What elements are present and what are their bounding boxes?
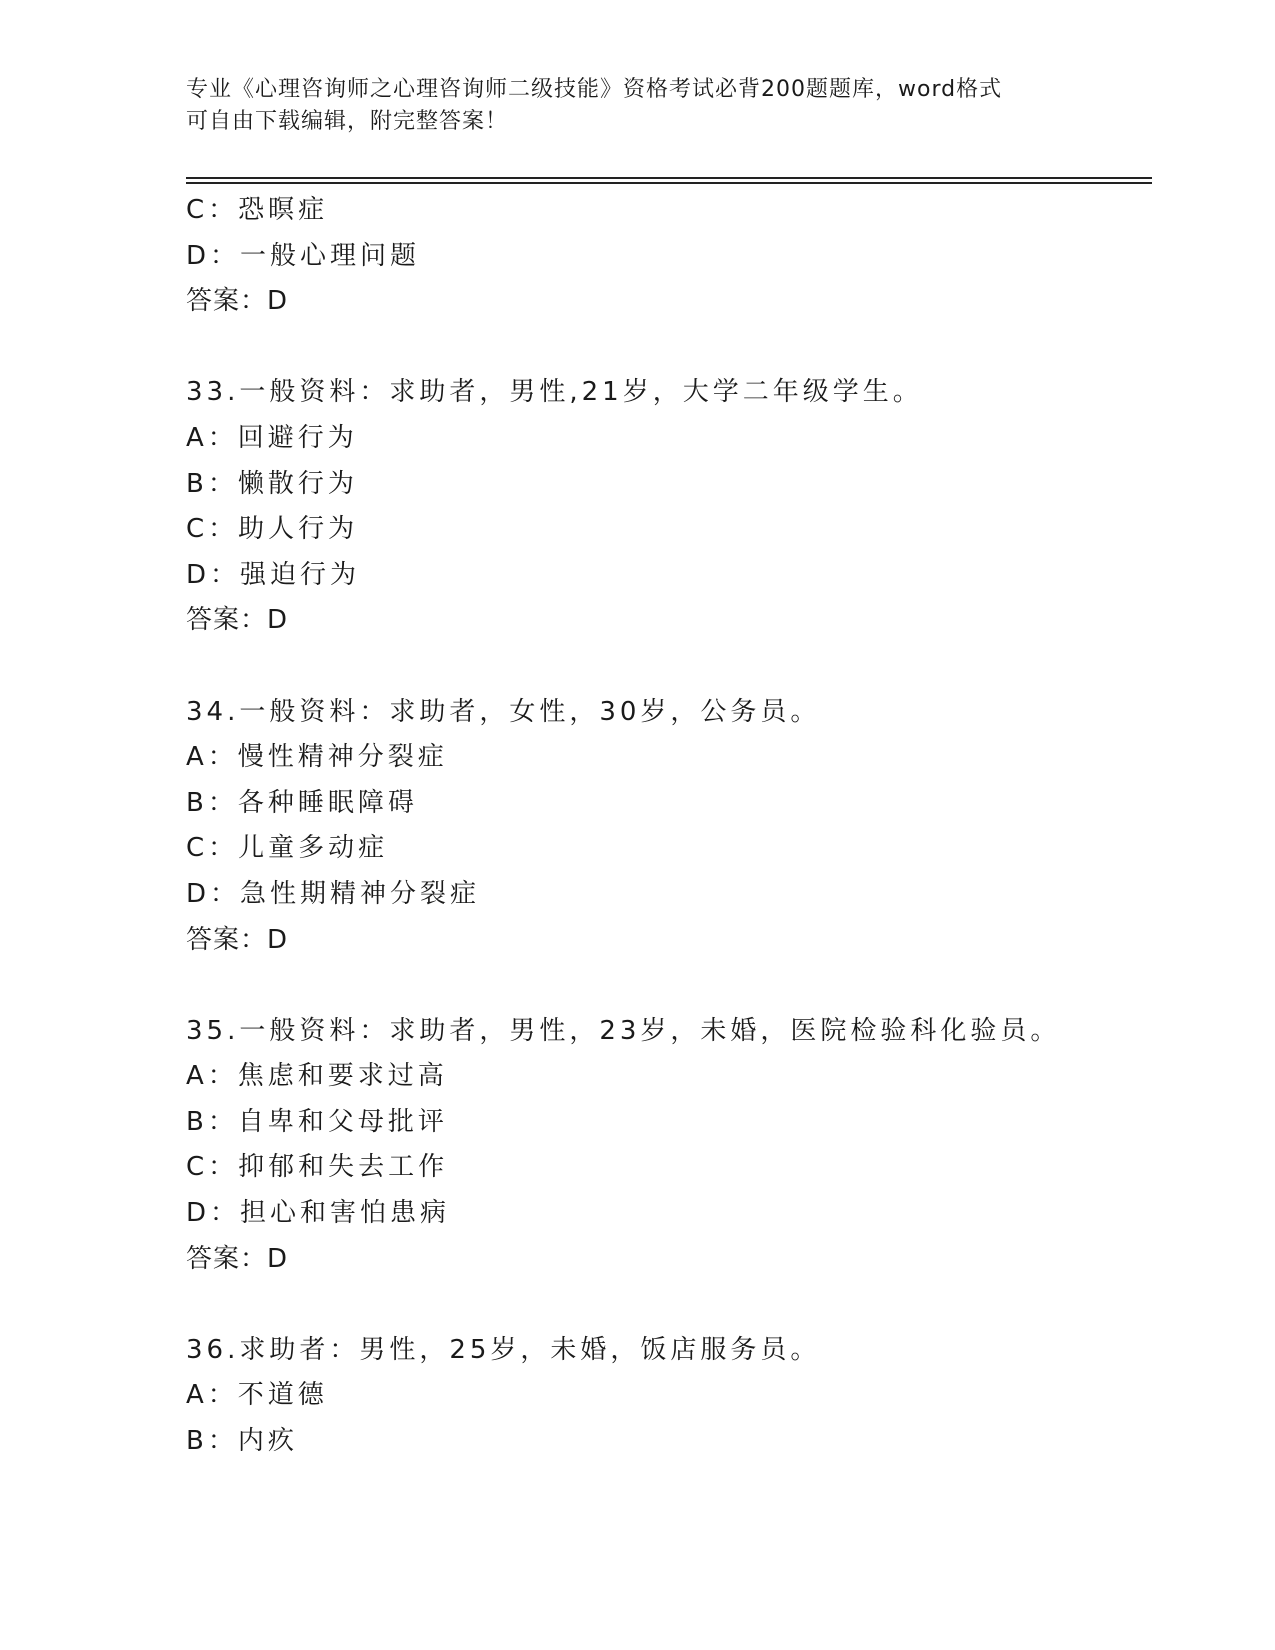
option-c: C：抑郁和失去工作	[186, 1152, 449, 1183]
answer-line: 答案：D	[186, 1243, 289, 1274]
header-title-line-2: 可自由下载编辑，附完整答案！	[186, 109, 509, 134]
spacer	[186, 644, 1152, 690]
option-c: C：儿童多动症	[186, 833, 389, 864]
option-d: D：担心和害怕患病	[186, 1198, 451, 1229]
header-title-line-1: 专业《心理咨询师之心理咨询师二级技能》资格考试必背200题题库，word格式	[186, 77, 1003, 102]
option-d: D：强迫行为	[186, 559, 361, 590]
question-35	[186, 1009, 1152, 1283]
option-b: B：懒散行为	[186, 468, 358, 499]
spacer	[186, 963, 1152, 1009]
question-34	[186, 690, 1152, 964]
question-fragment	[186, 188, 1152, 325]
option-a: A：慢性精神分裂症	[186, 742, 448, 773]
question-list	[186, 188, 1152, 1465]
option-a: A：回避行为	[186, 422, 358, 453]
answer-line: 答案：D	[186, 924, 289, 955]
option-d: D：急性期精神分裂症	[186, 878, 481, 909]
option-d: D：一般心理问题	[186, 240, 421, 271]
spacer	[186, 1282, 1152, 1328]
answer-line: 答案：D	[186, 605, 289, 636]
header-divider-top	[186, 177, 1152, 179]
spacer	[186, 325, 1152, 371]
option-c: C：恐暝症	[186, 195, 329, 225]
option-c: C：助人行为	[186, 514, 359, 545]
answer-line: 答案：D	[186, 286, 289, 317]
option-b: B：内疚	[186, 1426, 298, 1457]
option-a: A：不道德	[186, 1380, 328, 1411]
question-stem: 33.一般资料：求助者，男性,21岁，大学二年级学生。	[186, 377, 923, 408]
option-b: B：自卑和父母批评	[186, 1106, 448, 1137]
question-stem: 36.求助者：男性，25岁，未婚，饭店服务员。	[186, 1334, 821, 1365]
header-divider-bottom	[186, 182, 1152, 184]
option-a: A：焦虑和要求过高	[186, 1061, 448, 1092]
question-stem: 34.一般资料：求助者，女性，30岁，公务员。	[186, 696, 821, 727]
option-b: B：各种睡眠障碍	[186, 787, 418, 818]
question-33	[186, 370, 1152, 644]
document-header	[186, 74, 1086, 138]
question-36	[186, 1328, 1152, 1465]
question-stem: 35.一般资料：求助者，男性，23岁，未婚，医院检验科化验员。	[186, 1015, 1061, 1046]
